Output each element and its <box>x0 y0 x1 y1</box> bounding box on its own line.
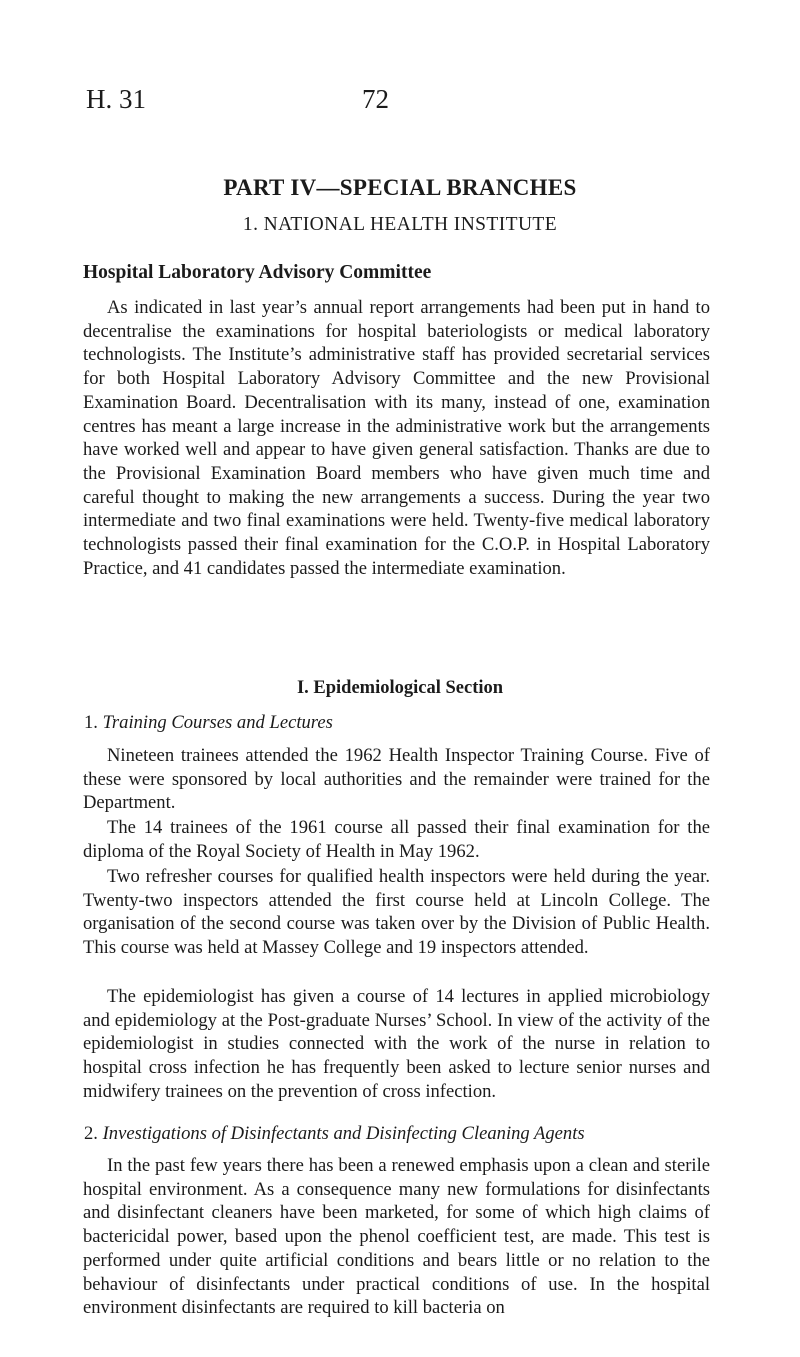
institute-title: 1. NATIONAL HEALTH INSTITUTE <box>242 214 558 235</box>
training-paragraph-3: Two refresher courses for qualified health inspectors were held during the year. Twenty-two inspectors attended the first course held at Lincoln College. The organisation of the second course was taken over by the Division of Public Health. This course was held at Massey College and 19 inspectors attended. <box>83 866 710 959</box>
committee-paragraph: As indicated in last year’s annual report arrangements had been put in hand to decentralise the examinations for hospital bateriologists or medical laboratory technologists. The Institute’s administrative staff has provided secretarial services for both Hospital Laboratory Advisory Committee and the new Provisional Examination Board. Decentralisation with its many, instead of one, examination centres has meant a large increase in the administrative work but the arrangements have worked well and appear to have given general satisfaction. Thanks are due to the Provisional Examination Board members who have given much time and careful thought to making the new arrangements a success. During the year two intermediate and two final examinations were held. Twenty-five medical laboratory technologists passed their final examination for the C.O.P. in Hospital Laboratory Practice, and 41 candidates passed the intermediate examination. <box>83 297 710 579</box>
investigations-heading <box>84 1123 585 1145</box>
page-number: 72 <box>362 84 389 114</box>
investigations-title: Investigations of Disinfectants and Disinfecting Cleaning Agents <box>102 1123 585 1144</box>
document-reference: H. 31 <box>86 84 146 114</box>
training-paragraph-2: The 14 trainees of the 1961 course all passed their final examination for the diploma of the Royal Society of Health in May 1962. <box>83 817 710 862</box>
investigations-number: 2. <box>84 1123 98 1144</box>
training-courses-title: Training Courses and Lectures <box>102 712 333 733</box>
training-paragraph-1: Nineteen trainees attended the 1962 Health Inspector Training Course. Five of these were sponsored by local authorities and the remainder were trained for the Department. <box>83 745 710 814</box>
epidemiological-section-heading: I. Epidemiological Section <box>296 678 504 698</box>
committee-heading: Hospital Laboratory Advisory Committee <box>83 262 432 283</box>
investigations-paragraph: In the past few years there has been a renewed emphasis upon a clean and sterile hospital environment. As a consequence many new formulations for disinfectants and disinfectant cleaners have been marketed, for some of which high claims of bactericidal power, based upon the phenol coefficient test, are made. This test is performed under quite artificial conditions and bears little or no relation to the behaviour of disinfectants under practical conditions of use. In the hospital environment disinfectants are required to kill bacteria on <box>83 1155 710 1319</box>
part-title: PART IV—SPECIAL BRANCHES <box>223 175 577 200</box>
training-paragraph-4: The epidemiologist has given a course of 14 lectures in applied microbiology and epidemiology at the Post-graduate Nurses’ School. In view of the activity of the epidemiologist in studies connected with the work of the nurse in relation to hospital cross infection he has frequently been asked to lecture senior nurses and midwifery trainees on the prevention of cross infection. <box>83 986 710 1102</box>
training-courses-heading <box>84 712 333 734</box>
training-courses-number: 1. <box>84 712 98 733</box>
